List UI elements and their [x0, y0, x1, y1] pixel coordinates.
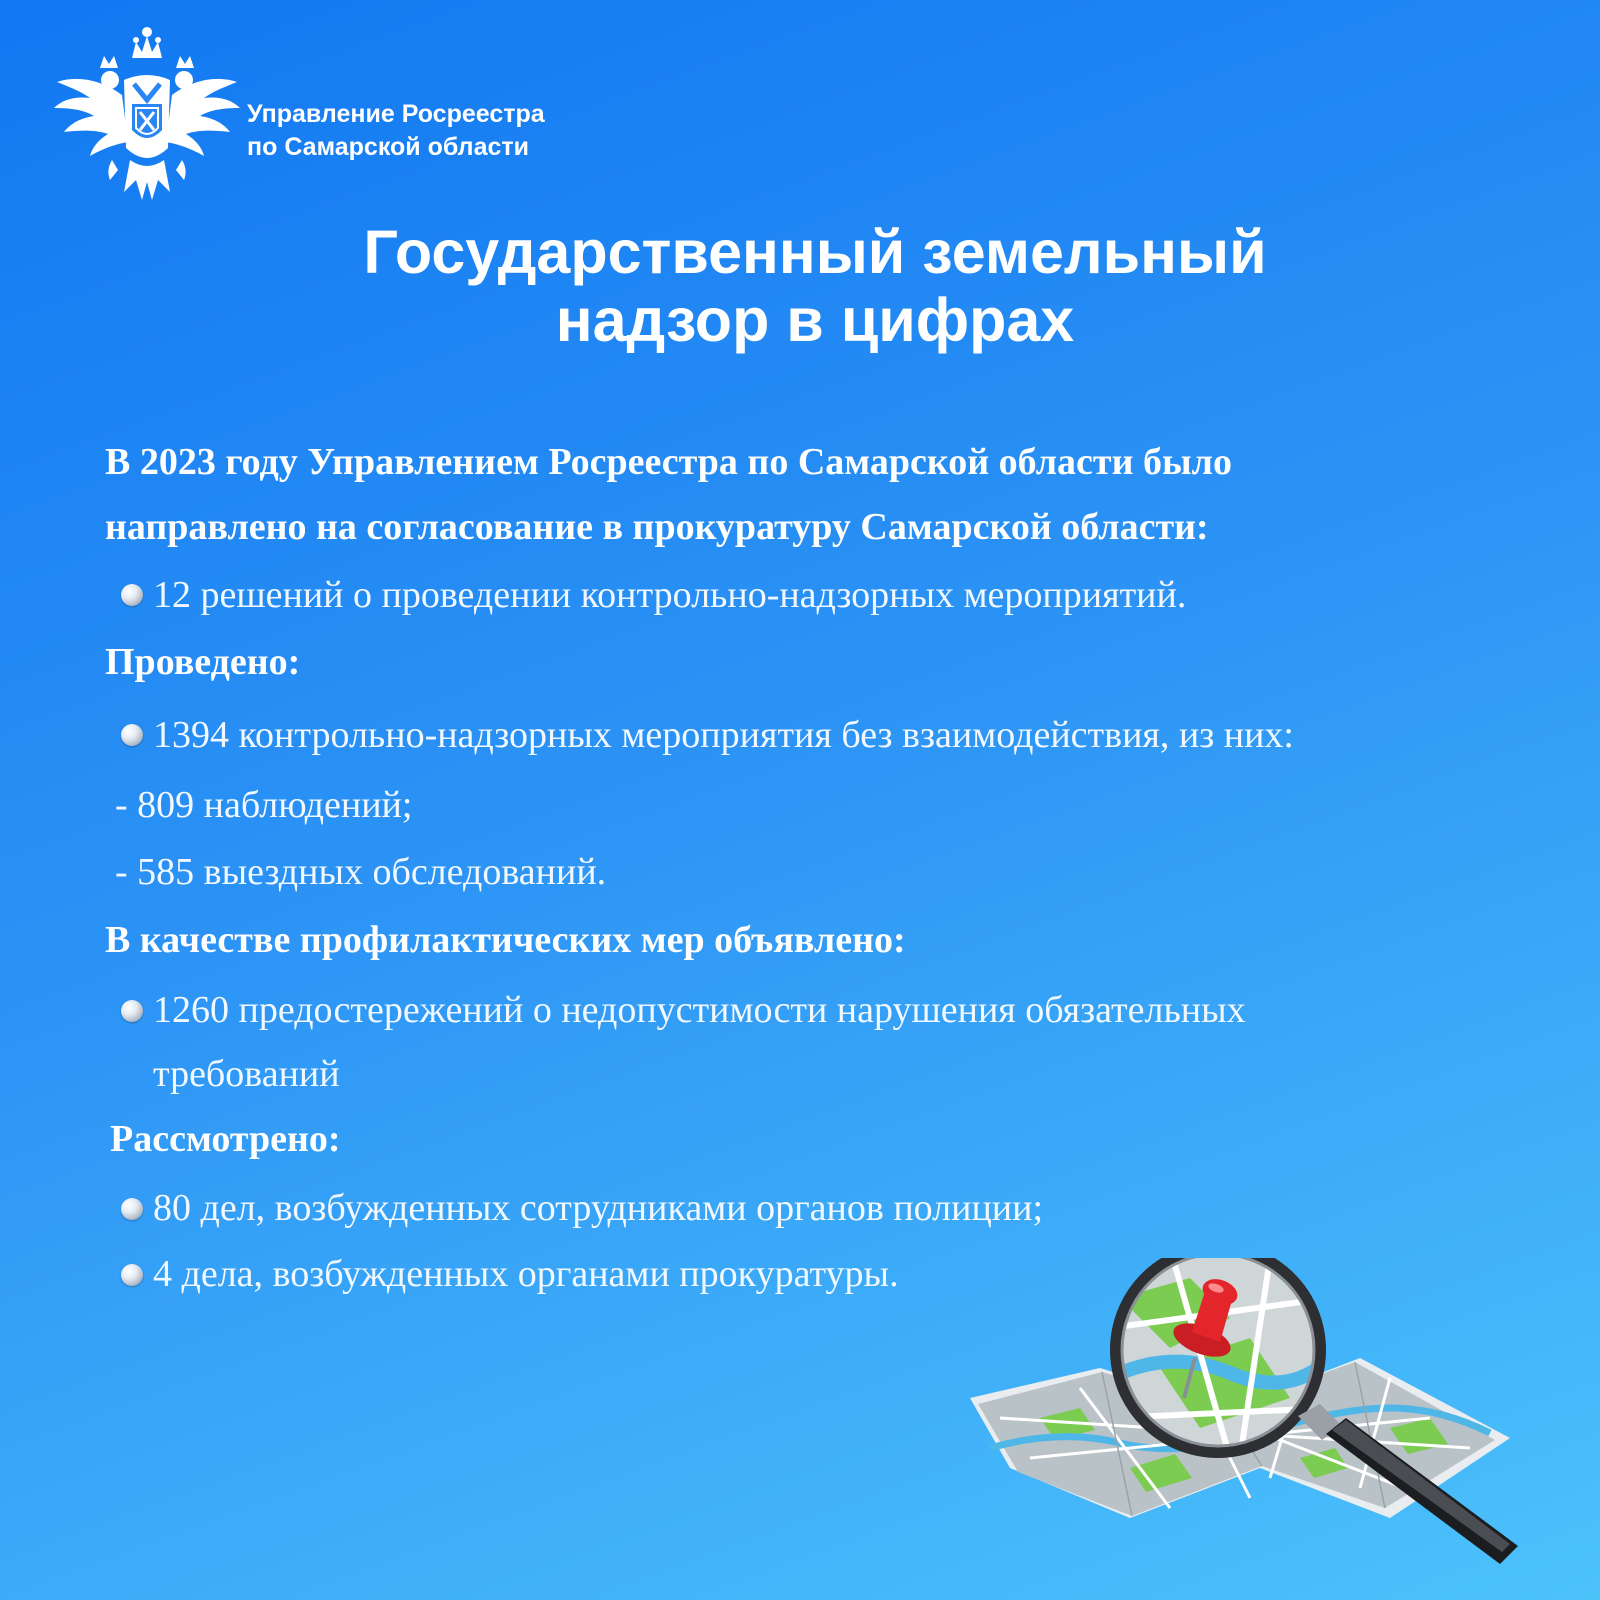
- organization-name: [247, 98, 545, 164]
- organization-name-line2: по Самарской области: [247, 133, 529, 161]
- rosreestr-eagle-logo-icon: [52, 20, 242, 205]
- heading-prevention: В качестве профилактических мер объявлено:: [105, 919, 906, 961]
- list-item-prosecutor: 4 дела, возбужденных органами прокуратуры.: [153, 1253, 899, 1295]
- list-item-measures: 1394 контрольно-надзорных мероприятия без взаимодействия, из них:: [153, 714, 1294, 756]
- sub-item-observations: - 809 наблюдений;: [115, 784, 413, 826]
- intro-line2: направлено на согласование в прокуратуру Самарской области:: [105, 506, 1209, 548]
- heading-reviewed: Рассмотрено:: [110, 1118, 341, 1160]
- organization-name-line1: Управление Росреестра: [247, 100, 545, 128]
- intro-line1: В 2023 году Управлением Росреестра по Самарской области было: [105, 441, 1232, 483]
- sphere-bullet-icon: [121, 1264, 143, 1286]
- map-magnifier-pin-icon: [970, 1258, 1550, 1588]
- sphere-bullet-icon: [121, 584, 143, 606]
- list-item-decisions: 12 решений о проведении контрольно-надзорных мероприятий.: [153, 574, 1187, 616]
- page-title-line2: надзор в цифрах: [555, 286, 1075, 354]
- sphere-bullet-icon: [121, 1000, 143, 1022]
- list-item-warnings-line2: требований: [153, 1053, 340, 1095]
- page-title-line1: Государственный земельный: [363, 218, 1267, 286]
- list-item-warnings-line1: 1260 предостережений о недопустимости нарушения обязательных: [153, 989, 1246, 1031]
- sphere-bullet-icon: [121, 1198, 143, 1220]
- page-title: [0, 218, 1600, 354]
- heading-conducted: Проведено:: [105, 641, 301, 683]
- sphere-bullet-icon: [121, 724, 143, 746]
- list-item-police: 80 дел, возбужденных сотрудниками органов полиции;: [153, 1187, 1044, 1229]
- sub-item-surveys: - 585 выездных обследований.: [115, 851, 607, 893]
